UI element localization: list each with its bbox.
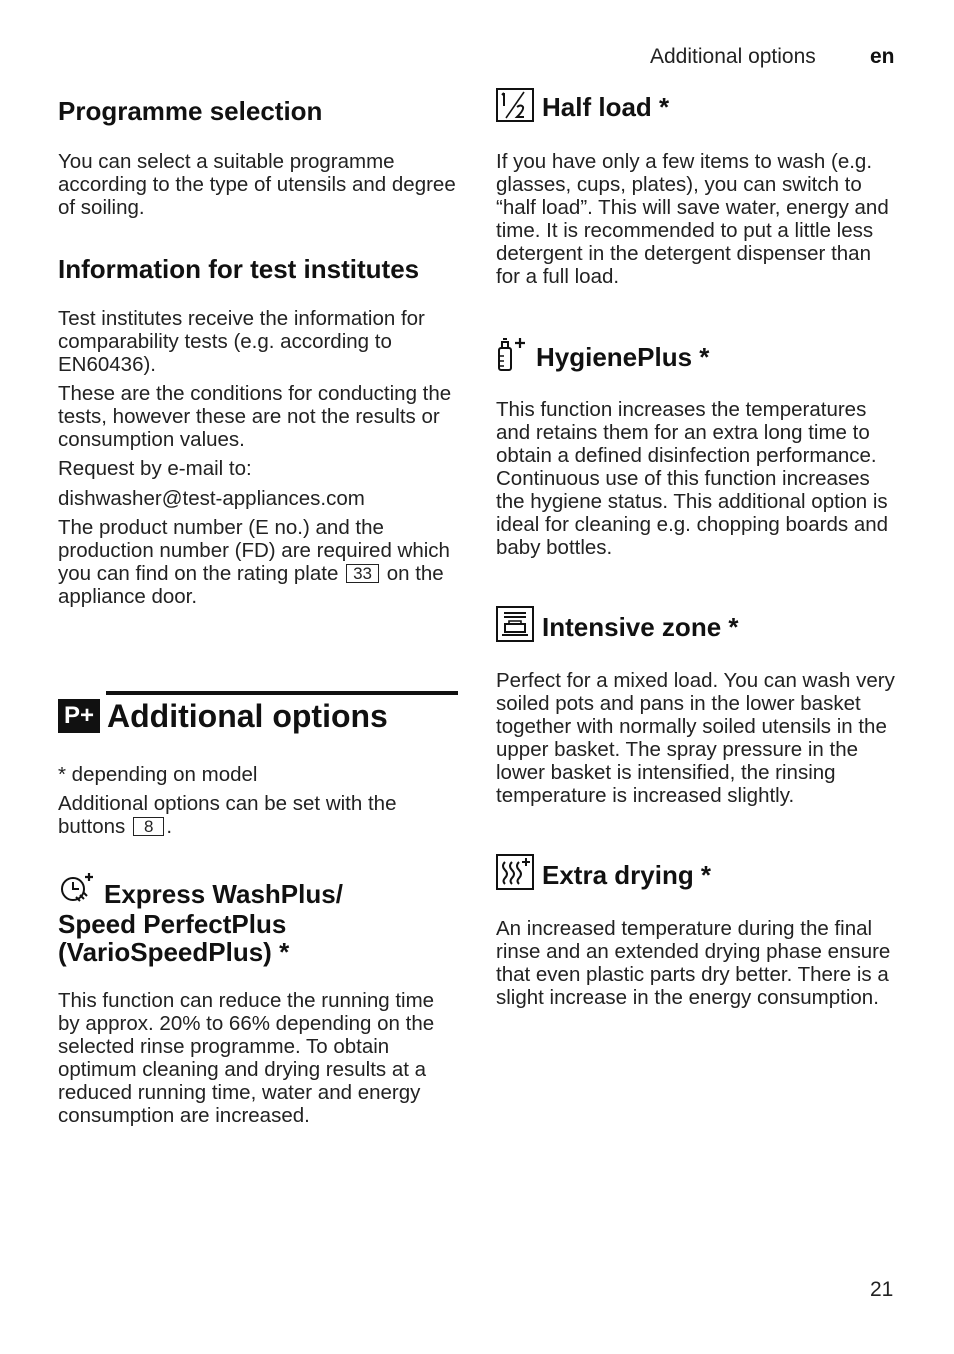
express-wash-text: This function can reduce the running time by approx. 20% to 66% depending on the selected rinse programme. To obtain optimum cleaning and drying results at a reduced running time, water and energy consumption are increased. [58,989,435,1127]
buttons-reference: 8 [133,817,164,836]
express-wash-icon [58,870,98,906]
buttons-text-end: . [166,815,173,838]
title-rule [106,691,458,695]
additional-options-title: Additional options [107,698,388,734]
test-institutes-text-2: These are the conditions for conducting the tests, however these are not the results or consumption values. [58,382,452,451]
p-plus-icon: P+ [58,699,100,733]
intensive-zone-text: Perfect for a mixed load. You can wash very soiled pots and pans in the lower basket together with normally soiled utensils in the upper basket. The spray pressure in the lower basket is intensified, the rinsing temperature is increased slightly. [496,669,895,807]
buttons-text: Additional options can be set with the buttons [58,792,397,838]
express-wash-title-line-1: Express WashPlus/ [104,879,343,909]
half-load-title: Half load * [542,92,670,122]
half-load-icon [496,88,534,122]
express-wash-title-line-2: Speed PerfectPlus [58,909,287,939]
intensive-zone-icon [496,606,534,642]
hygiene-plus-title: HygienePlus * [536,342,710,372]
hygiene-plus-heading [496,336,709,372]
half-load-text: If you have only a few items to wash (e.g. glasses, cups, plates), you can switch to “half load”. This will save water, energy and time. It is recommended to put a little less detergent in the detergent dispenser than for a full load. [496,150,889,288]
test-institutes-heading: Information for test institutes [58,254,420,284]
rating-plate-reference: 33 [346,564,379,583]
extra-drying-icon [496,854,534,890]
programme-selection-text: You can select a suitable programme according to the type of utensils and degree of soiling. [58,150,456,219]
test-institutes-text-1: Test institutes receive the information for comparability tests (e.g. according to EN60436). [58,307,425,376]
intensive-zone-title: Intensive zone * [542,612,739,642]
test-institutes-email: dishwasher@test-appliances.com [58,487,365,510]
intensive-zone-heading [496,606,739,642]
additional-options-text [58,792,418,838]
running-header-section: Additional options [650,45,816,68]
extra-drying-text: An increased temperature during the final rinse and an extended drying phase ensure that even plastic parts dry better. There is a slight increase in the energy consumption. [496,917,891,1009]
rating-plate-text: The product number (E no.) and the production number (FD) are required which you can find on the rating plate [58,516,450,585]
extra-drying-title: Extra drying * [542,860,712,890]
half-load-heading [496,88,669,122]
additional-options-title-row [58,691,458,737]
page-number: 21 [870,1278,894,1301]
programme-selection-heading: Programme selection [58,96,323,126]
express-wash-title-line-3: (VarioSpeedPlus) * [58,937,290,967]
appliance-door-text: on the appliance door. [58,562,444,608]
hygiene-plus-icon [496,336,528,372]
hygiene-plus-text: This function increases the temperatures and retains them for an extra long time to obtain a defined disinfection performance. Continuous use of this function increases the hygiene status. This additional option is ideal for cleaning e.g. chopping boards and baby bottles. [496,398,889,559]
test-institutes-text-3: Request by e-mail to: [58,457,252,480]
model-note: * depending on model [58,763,258,786]
test-institutes-text-4 [58,516,458,608]
running-header-language: en [870,45,895,68]
extra-drying-heading [496,854,711,890]
